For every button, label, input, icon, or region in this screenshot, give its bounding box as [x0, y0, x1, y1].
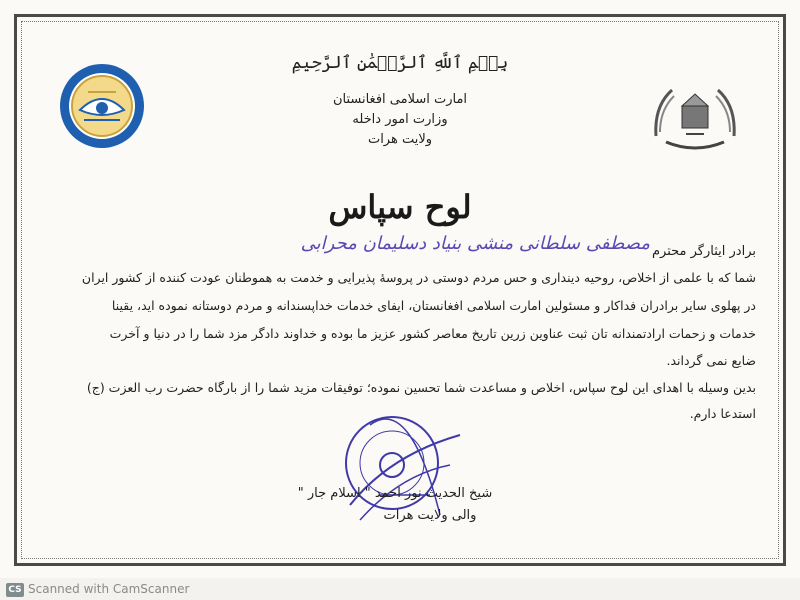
islamic-emirate-emblem [646, 76, 744, 158]
certificate-title: لوح سپاس [328, 188, 472, 226]
header-ministry: وزارت امور داخله [352, 112, 448, 127]
basmala: بِسۡمِ ٱللَّهِ ٱلرَّحۡمَٰنِ ٱلرَّحِيمِ [291, 53, 509, 73]
signatory-name: شیخ الحدیث نور احمد " اسلام جار " [297, 486, 493, 501]
camscanner-icon: CS [6, 583, 24, 597]
body-line-4: ضایع نمی گرداند. [666, 353, 756, 368]
body-line-1: شما که با علمی از اخلاص، روحیه دینداری و حس مردم دوستی در پروسهٔ پذیرایی و خدمت به هموطنان عودت کننده از کشور ایران [81, 270, 756, 285]
header-emirate: امارت اسلامی افغانستان [332, 92, 468, 107]
signatory-title: والی ولایت هرات [383, 508, 477, 523]
body-line-2: در پهلوی سایر برادران فداکار و مسئولین امارت اسلامی افغانستان، ایفای خدمات خداپسندانه و مردم دوستانه نموده اید، یقینا [111, 298, 756, 313]
body-line-5: بدین وسیله با اهدای این لوح سپاس، اخلاص و مساعدت شما تحسین نموده؛ توفیقات مزید شما را از بارگاه حضرت رب العزت (ج) [86, 380, 756, 395]
ministry-interior-emblem [58, 62, 146, 150]
camscanner-label: Scanned with CamScanner [28, 582, 190, 596]
body-line-6: استدعا دارم. [689, 406, 756, 421]
body-line-3: خدمات و زحمات ارادتمندانه تان ثبت عناوین زرین تاریخ معاصر کشور عزیز ما بوده و خداوند دادگر مزد شما را در دنیا و آخرت [109, 326, 756, 341]
recipient-name: مصطفی سلطانی منشی بنیاد دسلیمان محرابی [300, 233, 650, 254]
salutation: برادر ایثارگر محترم [652, 244, 756, 259]
header-province: ولایت هرات [367, 132, 433, 147]
